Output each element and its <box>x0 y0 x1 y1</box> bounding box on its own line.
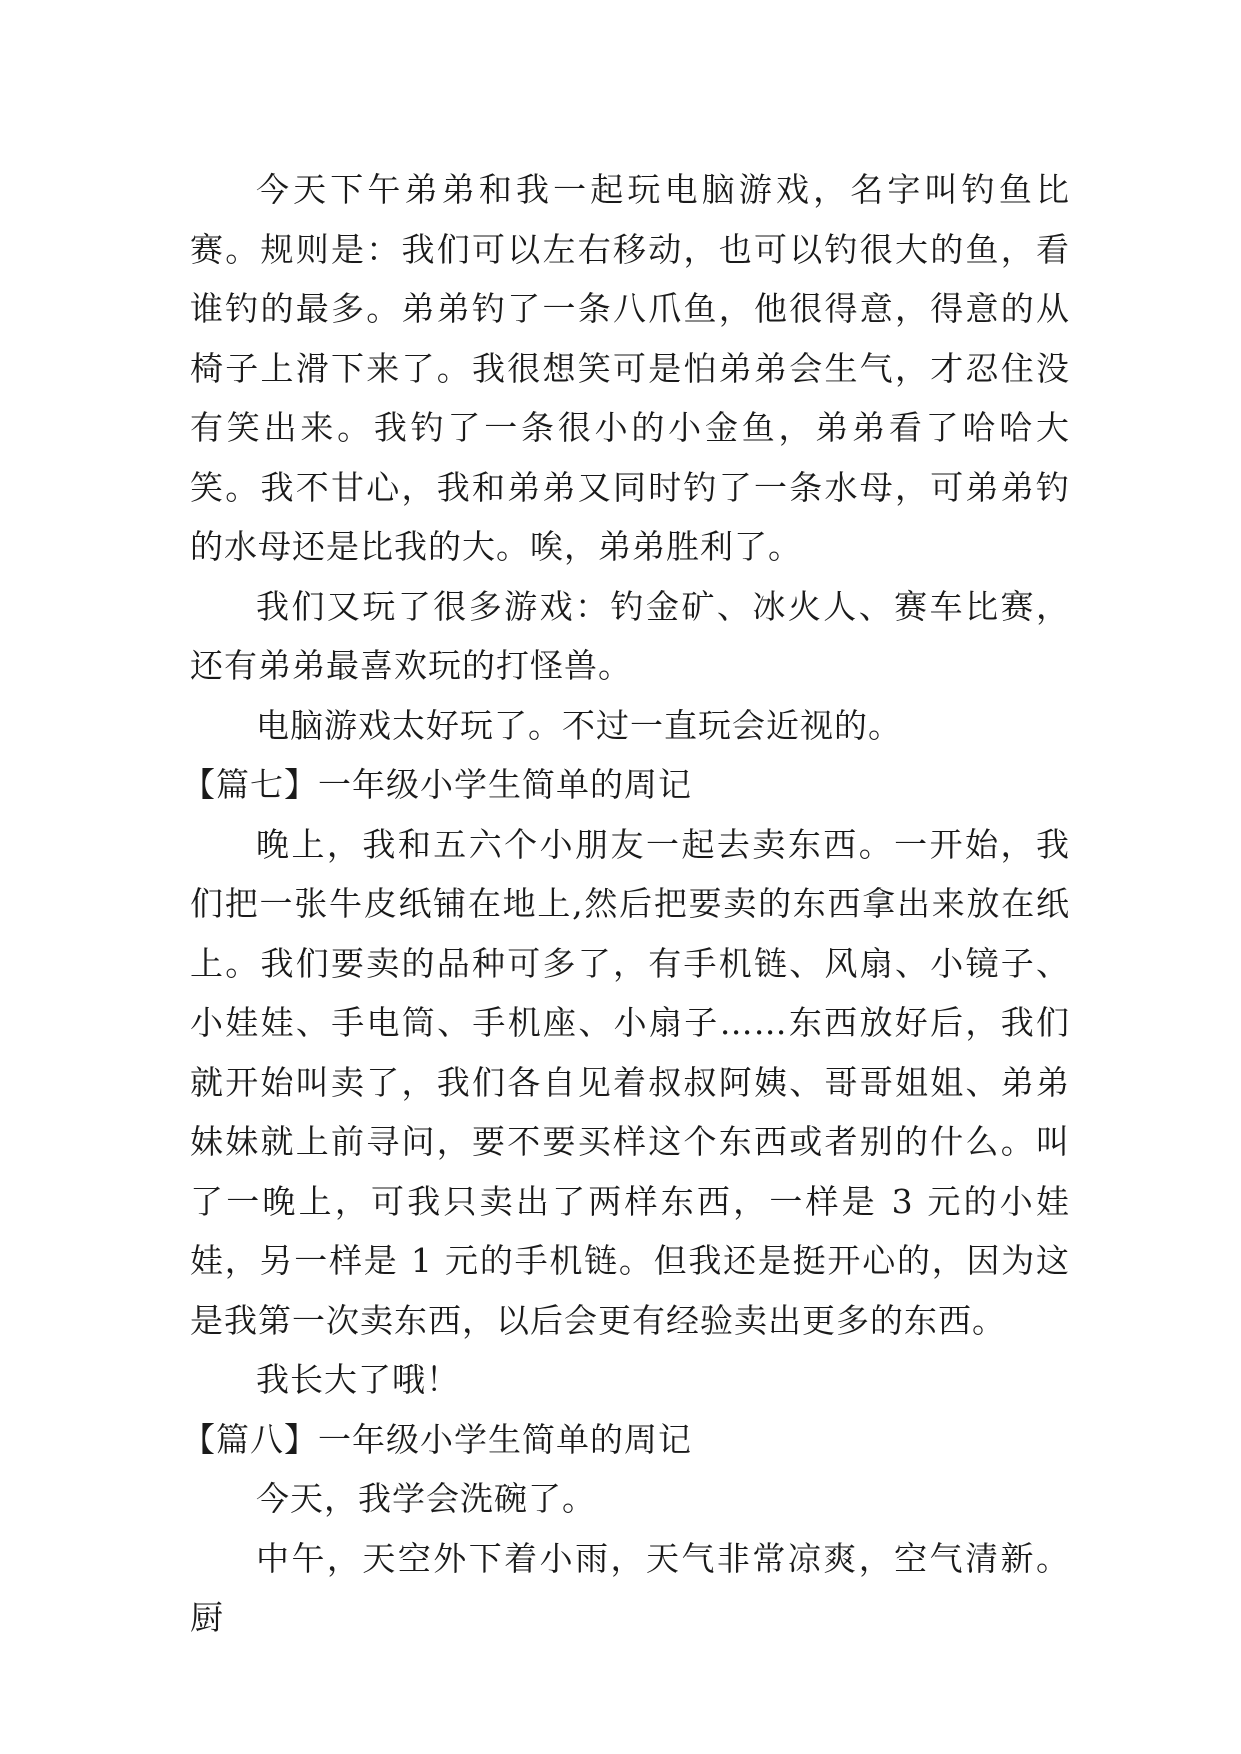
paragraph-learned-dishes: 今天，我学会洗碗了。 <box>256 1479 596 1518</box>
section-heading-part-seven: 【篇七】一年级小学生简单的周记 <box>182 765 692 804</box>
section-heading-part-eight: 【篇八】一年级小学生简单的周记 <box>182 1419 692 1459</box>
paragraph-grown-up: 我长大了哦！ <box>256 1360 460 1399</box>
document-body <box>182 160 1070 1648</box>
paragraph-more-games: 我们又玩了很多游戏：钓金矿、冰火人、赛车比赛，还有弟弟最喜欢玩的打怪兽。 <box>190 586 1070 685</box>
paragraph-fishing-game: 今天下午弟弟和我一起玩电脑游戏，名字叫钓鱼比赛。规则是：我们可以左右移动，也可以钓很大的鱼，看谁钓的最多。弟弟钓了一条八爪鱼，他很得意，得意的从椅子上滑下来了。我很想笑可是怕弟弟会生气，才忍住没有笑出来。我钓了一条很小的小金鱼，弟弟看了哈哈大笑。我不甘心，我和弟弟又同时钓了一条水母，可弟弟钓的水母还是比我的大。唉，弟弟胜利了。 <box>190 170 1070 566</box>
paragraph-computer-games-fun: 电脑游戏太好玩了。不过一直玩会近视的。 <box>256 705 902 745</box>
paragraph-noon-rain: 中午，天空外下着小雨，天气非常凉爽，空气清新。厨 <box>190 1538 1070 1637</box>
paragraph-selling-things: 晚上，我和五六个小朋友一起去卖东西。一开始，我们把一张牛皮纸铺在地上,然后把要卖的东西拿出来放在纸上。我们要卖的品种可多了，有手机链、风扇、小镜子、小娃娃、手电筒、手机座、小扇子……东西放好后，我们就开始叫卖了，我们各自见着叔叔阿姨、哥哥姐姐、弟弟妹妹就上前寻问，要不要买样这个东西或者别的什么。叫了一晚上，可我只卖出了两样东西，一样是 3 元的小娃娃，另一样是 1 元的手机链。但我还是挺开心的，因为这是我第一次卖东西，以后会更有经验卖出更多的东西。 <box>190 824 1070 1340</box>
